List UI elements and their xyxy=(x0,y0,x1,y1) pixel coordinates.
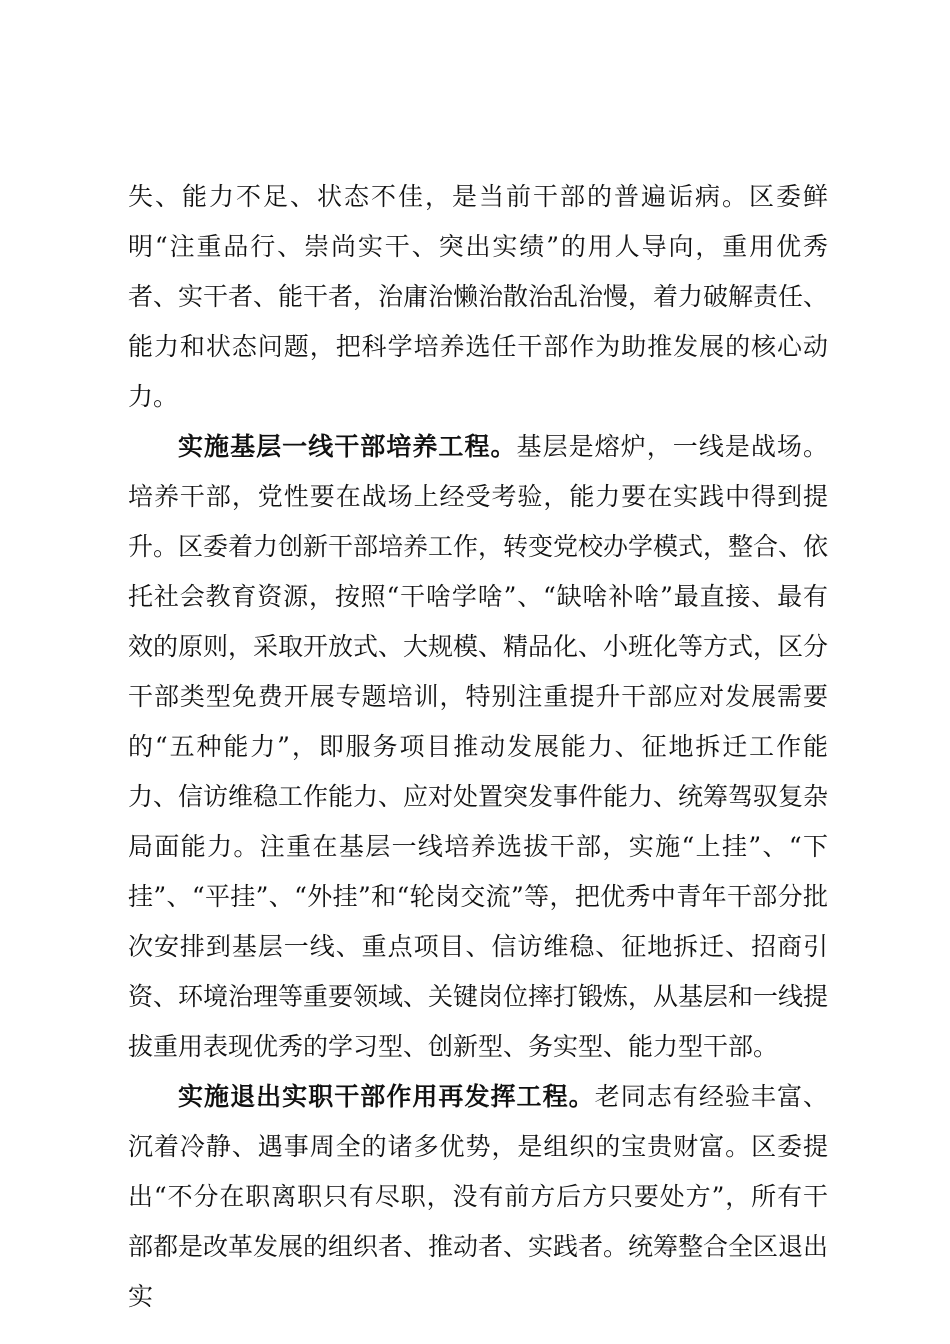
paragraph-2-text: 基层是熔炉，一线是战场。培养干部，党性要在战场上经受考验，能力要在实践中得到提升。区委着力创新干部培养工作，转变党校办学模式，整合、依托社会教育资源，按照“干啥学啥”、“缺啥补啥”最直接、最有效的原则，采取开放式、大规模、精品化、小班化等方式，区分干部类型免费开展专题培训，特别注重提升干部应对发展需要的“五种能力”，即服务项目推动发展能力、征地拆迁工作能力、信访维稳工作能力、应对处置突发事件能力、统筹驾驭复杂局面能力。注重在基层一线培养选拔干部，实施“上挂”、“下挂”、“平挂”、“外挂”和“轮岗交流”等，把优秀中青年干部分批次安排到基层一线、重点项目、信访维稳、征地拆迁、招商引资、环境治理等重要领域、关键岗位摔打锻炼，从基层和一线提拔重用表现优秀的学习型、创新型、务实型、能力型干部。 xyxy=(128,432,829,1061)
document-page xyxy=(128,172,828,1322)
paragraph-3 xyxy=(128,1072,828,1322)
paragraph-2 xyxy=(128,422,828,1072)
paragraph-1-text: 失、能力不足、状态不佳，是当前干部的普遍诟病。区委鲜明“注重品行、崇尚实干、突出实绩”的用人导向，重用优秀者、实干者、能干者，治庸治懒治散治乱治慢，着力破解责任、能力和状态问题，把科学培养选任干部作为助推发展的核心动力。 xyxy=(128,182,829,411)
paragraph-2-heading: 实施基层一线干部培养工程。 xyxy=(178,432,517,461)
paragraph-1 xyxy=(128,172,828,422)
paragraph-3-heading: 实施退出实职干部作用再发挥工程。 xyxy=(178,1082,595,1111)
paragraph-3-text: 老同志有经验丰富、沉着冷静、遇事周全的诸多优势，是组织的宝贵财富。区委提出“不分在职离职只有尽职，没有前方后方只要处方”，所有干部都是改革发展的组织者、推动者、实践者。统筹整合全区退出实 xyxy=(128,1082,829,1311)
